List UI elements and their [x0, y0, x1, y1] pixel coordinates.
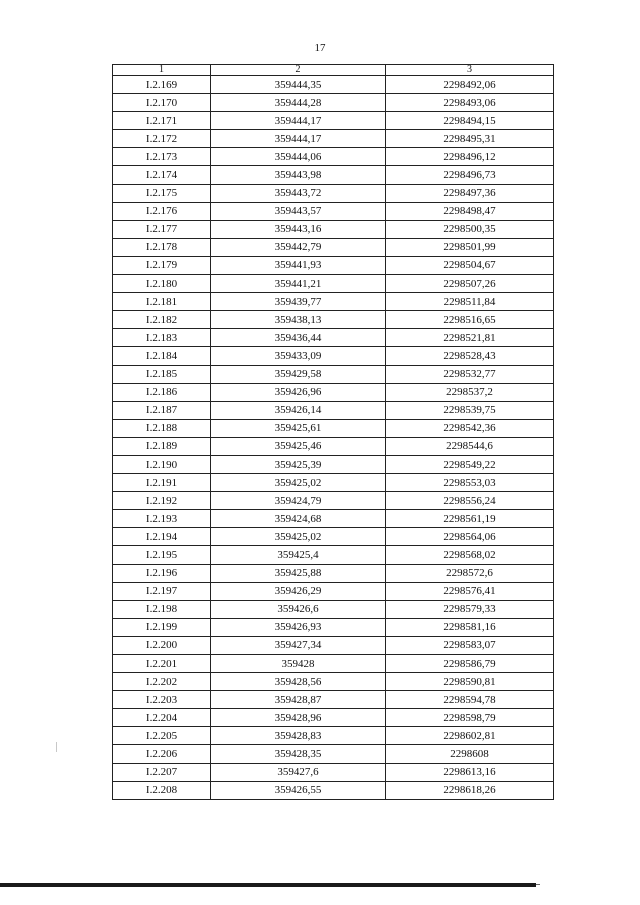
x-coordinate-cell: 359439,77 [211, 293, 386, 311]
point-id-cell: I.2.181 [113, 293, 211, 311]
x-coordinate-cell: 359428,83 [211, 727, 386, 745]
point-id-cell: I.2.185 [113, 365, 211, 383]
x-coordinate-cell: 359424,79 [211, 492, 386, 510]
y-coordinate-cell: 2298532,77 [386, 365, 554, 383]
x-coordinate-cell: 359428,56 [211, 673, 386, 691]
x-coordinate-cell: 359428 [211, 655, 386, 673]
table-row [113, 238, 554, 256]
y-coordinate-cell: 2298497,36 [386, 184, 554, 202]
x-coordinate-cell: 359444,06 [211, 148, 386, 166]
point-id-cell: I.2.206 [113, 745, 211, 763]
table-row [113, 112, 554, 130]
y-coordinate-cell: 2298511,84 [386, 293, 554, 311]
x-coordinate-cell: 359426,6 [211, 600, 386, 618]
table-row [113, 365, 554, 383]
point-id-cell: I.2.189 [113, 437, 211, 455]
table-row [113, 148, 554, 166]
y-coordinate-cell: 2298572,6 [386, 564, 554, 582]
table-row [113, 709, 554, 727]
point-id-cell: I.2.177 [113, 220, 211, 238]
bottom-rule [0, 883, 536, 887]
point-id-cell: I.2.199 [113, 618, 211, 636]
y-coordinate-cell: 2298492,06 [386, 76, 554, 94]
y-coordinate-cell: 2298528,43 [386, 347, 554, 365]
table-row [113, 528, 554, 546]
column-header-3: 3 [386, 65, 554, 76]
table-row [113, 474, 554, 492]
y-coordinate-cell: 2298544,6 [386, 437, 554, 455]
table-row [113, 184, 554, 202]
x-coordinate-cell: 359438,13 [211, 311, 386, 329]
y-coordinate-cell: 2298542,36 [386, 419, 554, 437]
x-coordinate-cell: 359426,93 [211, 618, 386, 636]
table-row [113, 347, 554, 365]
table-row [113, 691, 554, 709]
x-coordinate-cell: 359426,55 [211, 781, 386, 799]
x-coordinate-cell: 359444,28 [211, 94, 386, 112]
x-coordinate-cell: 359425,46 [211, 437, 386, 455]
point-id-cell: I.2.173 [113, 148, 211, 166]
point-id-cell: I.2.197 [113, 582, 211, 600]
point-id-cell: I.2.186 [113, 383, 211, 401]
x-coordinate-cell: 359425,4 [211, 546, 386, 564]
point-id-cell: I.2.187 [113, 401, 211, 419]
x-coordinate-cell: 359429,58 [211, 365, 386, 383]
point-id-cell: I.2.183 [113, 329, 211, 347]
column-header-1: 1 [113, 65, 211, 76]
x-coordinate-cell: 359443,57 [211, 202, 386, 220]
x-coordinate-cell: 359444,17 [211, 130, 386, 148]
point-id-cell: I.2.196 [113, 564, 211, 582]
table-row [113, 763, 554, 781]
table-row [113, 455, 554, 473]
point-id-cell: I.2.174 [113, 166, 211, 184]
margin-mark [56, 742, 57, 752]
table-row [113, 673, 554, 691]
point-id-cell: I.2.188 [113, 419, 211, 437]
point-id-cell: I.2.192 [113, 492, 211, 510]
x-coordinate-cell: 359426,29 [211, 582, 386, 600]
x-coordinate-cell: 359444,35 [211, 76, 386, 94]
page-number: 17 [314, 42, 326, 54]
table-row [113, 401, 554, 419]
x-coordinate-cell: 359425,39 [211, 455, 386, 473]
y-coordinate-cell: 2298498,47 [386, 202, 554, 220]
y-coordinate-cell: 2298500,35 [386, 220, 554, 238]
x-coordinate-cell: 359427,34 [211, 636, 386, 654]
y-coordinate-cell: 2298496,12 [386, 148, 554, 166]
point-id-cell: I.2.179 [113, 256, 211, 274]
x-coordinate-cell: 359426,96 [211, 383, 386, 401]
x-coordinate-cell: 359428,96 [211, 709, 386, 727]
x-coordinate-cell: 359428,87 [211, 691, 386, 709]
y-coordinate-cell: 2298561,19 [386, 510, 554, 528]
y-coordinate-cell: 2298594,78 [386, 691, 554, 709]
table-row [113, 256, 554, 274]
table-row [113, 582, 554, 600]
x-coordinate-cell: 359425,02 [211, 474, 386, 492]
point-id-cell: I.2.198 [113, 600, 211, 618]
point-id-cell: I.2.208 [113, 781, 211, 799]
y-coordinate-cell: 2298507,26 [386, 275, 554, 293]
x-coordinate-cell: 359433,09 [211, 347, 386, 365]
point-id-cell: I.2.184 [113, 347, 211, 365]
table-row [113, 510, 554, 528]
table-row [113, 329, 554, 347]
table-row [113, 166, 554, 184]
y-coordinate-cell: 2298602,81 [386, 727, 554, 745]
x-coordinate-cell: 359425,88 [211, 564, 386, 582]
y-coordinate-cell: 2298494,15 [386, 112, 554, 130]
x-coordinate-cell: 359441,21 [211, 275, 386, 293]
table-row [113, 781, 554, 799]
point-id-cell: I.2.202 [113, 673, 211, 691]
table-body [113, 76, 554, 800]
point-id-cell: I.2.178 [113, 238, 211, 256]
y-coordinate-cell: 2298504,67 [386, 256, 554, 274]
y-coordinate-cell: 2298549,22 [386, 455, 554, 473]
x-coordinate-cell: 359426,14 [211, 401, 386, 419]
point-id-cell: I.2.172 [113, 130, 211, 148]
point-id-cell: I.2.169 [113, 76, 211, 94]
y-coordinate-cell: 2298495,31 [386, 130, 554, 148]
table-row [113, 293, 554, 311]
x-coordinate-cell: 359424,68 [211, 510, 386, 528]
x-coordinate-cell: 359443,98 [211, 166, 386, 184]
y-coordinate-cell: 2298613,16 [386, 763, 554, 781]
table-row [113, 492, 554, 510]
x-coordinate-cell: 359436,44 [211, 329, 386, 347]
x-coordinate-cell: 359442,79 [211, 238, 386, 256]
y-coordinate-cell: 2298618,26 [386, 781, 554, 799]
x-coordinate-cell: 359428,35 [211, 745, 386, 763]
point-id-cell: I.2.203 [113, 691, 211, 709]
column-header-2: 2 [211, 65, 386, 76]
y-coordinate-cell: 2298608 [386, 745, 554, 763]
bottom-rule-end [536, 884, 540, 885]
coordinates-table [112, 64, 554, 800]
table-row [113, 202, 554, 220]
point-id-cell: I.2.193 [113, 510, 211, 528]
y-coordinate-cell: 2298521,81 [386, 329, 554, 347]
y-coordinate-cell: 2298501,99 [386, 238, 554, 256]
table-row [113, 220, 554, 238]
table-row [113, 546, 554, 564]
table-row [113, 437, 554, 455]
y-coordinate-cell: 2298564,06 [386, 528, 554, 546]
point-id-cell: I.2.182 [113, 311, 211, 329]
point-id-cell: I.2.190 [113, 455, 211, 473]
y-coordinate-cell: 2298539,75 [386, 401, 554, 419]
table-header [113, 65, 554, 76]
y-coordinate-cell: 2298576,41 [386, 582, 554, 600]
y-coordinate-cell: 2298598,79 [386, 709, 554, 727]
table-row [113, 275, 554, 293]
header-row [113, 65, 554, 76]
y-coordinate-cell: 2298581,16 [386, 618, 554, 636]
x-coordinate-cell: 359441,93 [211, 256, 386, 274]
point-id-cell: I.2.200 [113, 636, 211, 654]
point-id-cell: I.2.175 [113, 184, 211, 202]
point-id-cell: I.2.191 [113, 474, 211, 492]
table-row [113, 727, 554, 745]
y-coordinate-cell: 2298579,33 [386, 600, 554, 618]
table-row [113, 618, 554, 636]
y-coordinate-cell: 2298556,24 [386, 492, 554, 510]
y-coordinate-cell: 2298537,2 [386, 383, 554, 401]
x-coordinate-cell: 359427,6 [211, 763, 386, 781]
y-coordinate-cell: 2298583,07 [386, 636, 554, 654]
point-id-cell: I.2.170 [113, 94, 211, 112]
point-id-cell: I.2.205 [113, 727, 211, 745]
point-id-cell: I.2.204 [113, 709, 211, 727]
point-id-cell: I.2.201 [113, 655, 211, 673]
x-coordinate-cell: 359444,17 [211, 112, 386, 130]
y-coordinate-cell: 2298496,73 [386, 166, 554, 184]
y-coordinate-cell: 2298590,81 [386, 673, 554, 691]
point-id-cell: I.2.176 [113, 202, 211, 220]
x-coordinate-cell: 359443,72 [211, 184, 386, 202]
point-id-cell: I.2.195 [113, 546, 211, 564]
point-id-cell: I.2.180 [113, 275, 211, 293]
table-row [113, 636, 554, 654]
point-id-cell: I.2.194 [113, 528, 211, 546]
x-coordinate-cell: 359425,61 [211, 419, 386, 437]
y-coordinate-cell: 2298553,03 [386, 474, 554, 492]
point-id-cell: I.2.207 [113, 763, 211, 781]
x-coordinate-cell: 359443,16 [211, 220, 386, 238]
table-row [113, 130, 554, 148]
table-row [113, 311, 554, 329]
table-row [113, 564, 554, 582]
table-row [113, 94, 554, 112]
table-row [113, 383, 554, 401]
y-coordinate-cell: 2298516,65 [386, 311, 554, 329]
x-coordinate-cell: 359425,02 [211, 528, 386, 546]
y-coordinate-cell: 2298493,06 [386, 94, 554, 112]
table-row [113, 76, 554, 94]
table-row [113, 745, 554, 763]
table-row [113, 419, 554, 437]
table-row [113, 655, 554, 673]
table-row [113, 600, 554, 618]
y-coordinate-cell: 2298568,02 [386, 546, 554, 564]
y-coordinate-cell: 2298586,79 [386, 655, 554, 673]
point-id-cell: I.2.171 [113, 112, 211, 130]
